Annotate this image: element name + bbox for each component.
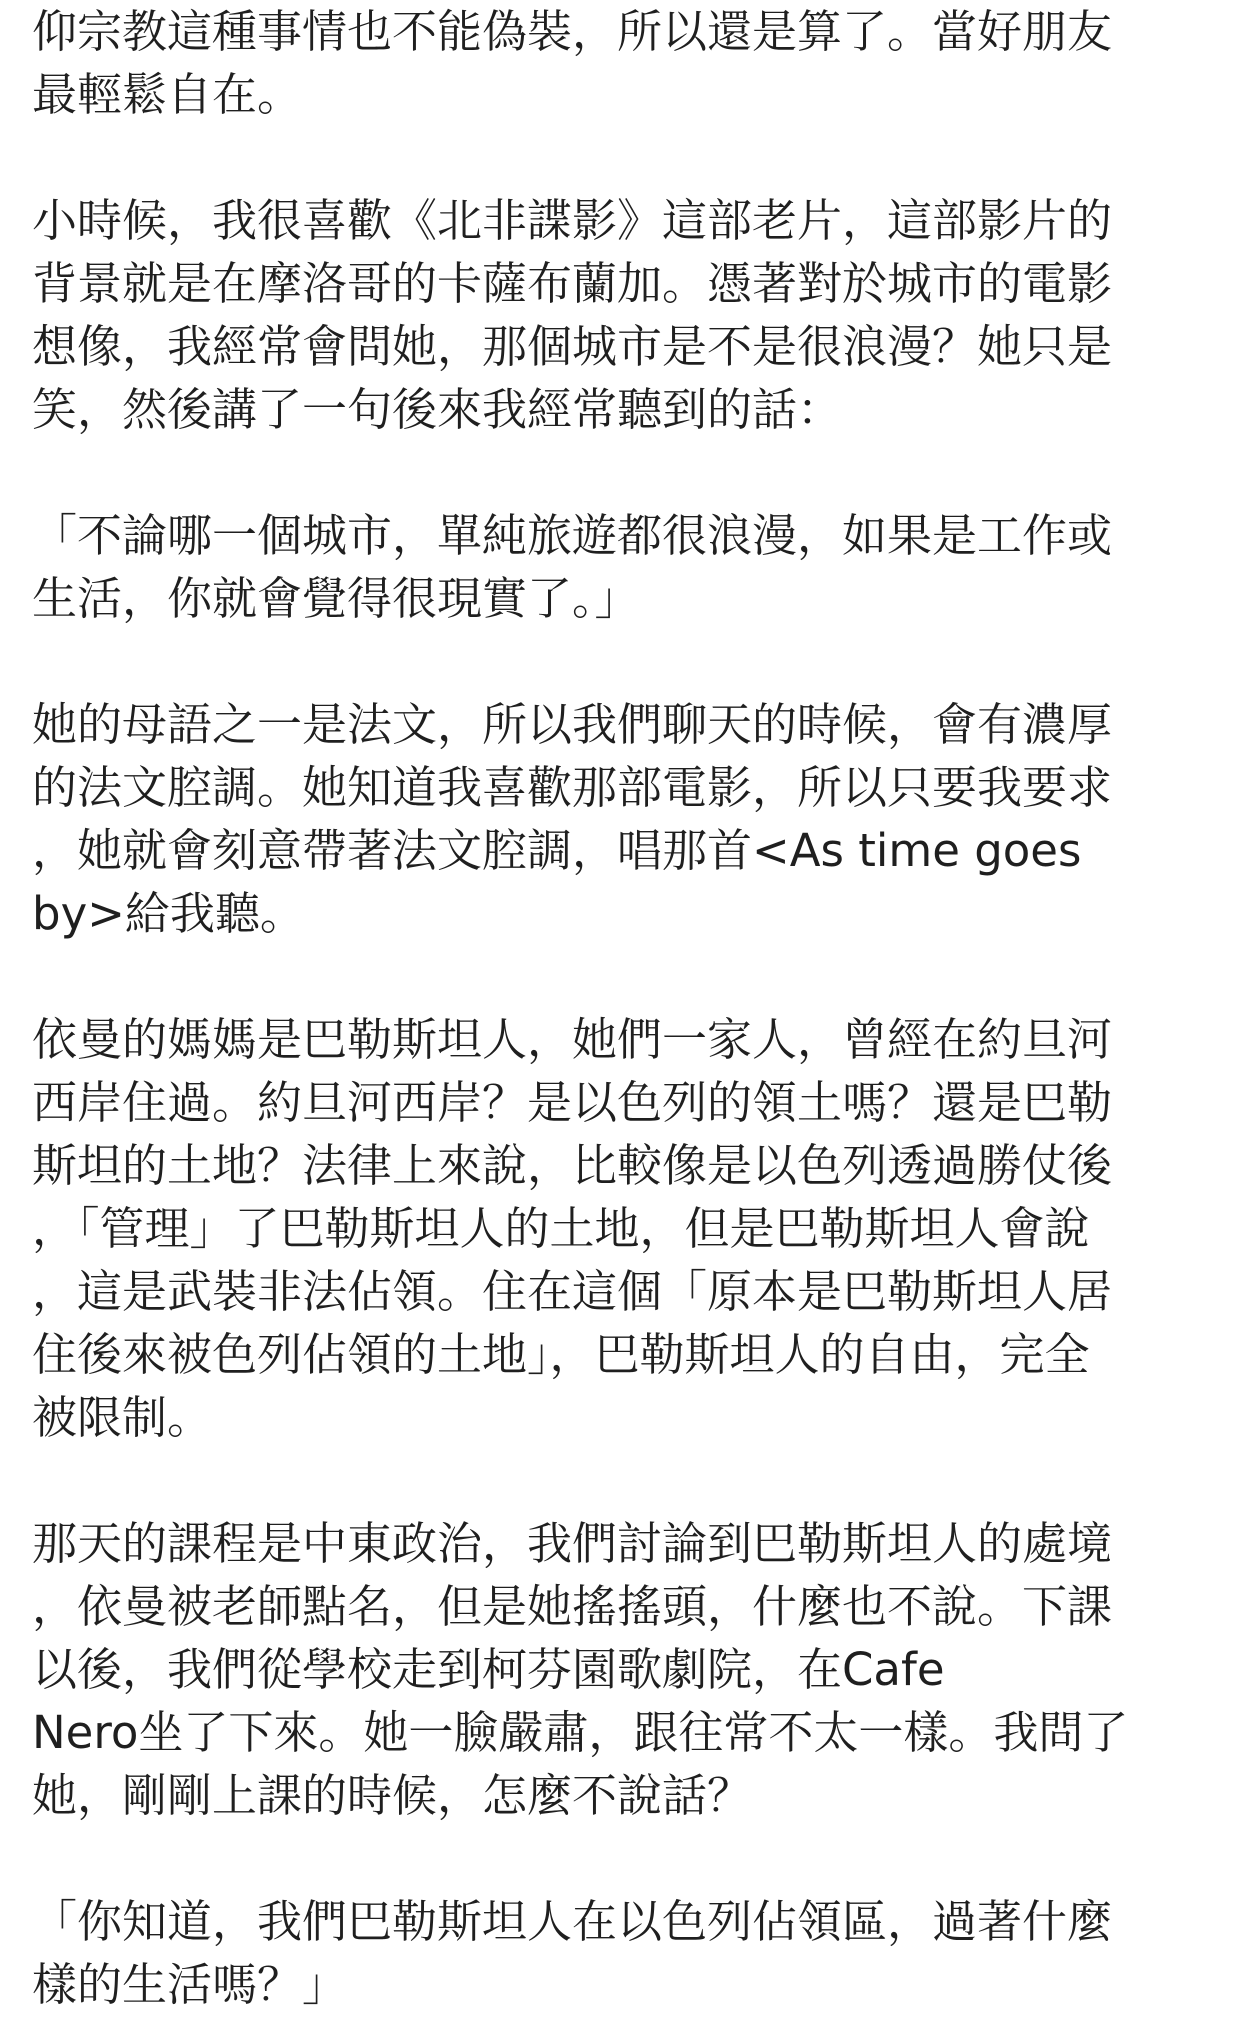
article-body	[32, 0, 1212, 2016]
paragraph-gap	[32, 441, 1212, 504]
text-line: ，「管理」了巴勒斯坦人的土地，但是巴勒斯坦人會說	[32, 1202, 1090, 1255]
paragraph-gap	[32, 630, 1212, 693]
paragraph	[32, 504, 1212, 630]
text-line: 的法文腔調。她知道我喜歡那部電影，所以只要我要求	[32, 761, 1113, 814]
text-line: 住後來被色列佔領的土地」，巴勒斯坦人的自由，完全	[32, 1328, 1090, 1381]
paragraph	[32, 0, 1212, 126]
text-line: 那天的課程是中東政治，我們討論到巴勒斯坦人的處境	[32, 1517, 1113, 1570]
text-line: 最輕鬆自在。	[32, 68, 303, 121]
text-line: 「你知道，我們巴勒斯坦人在以色列佔領區，過著什麼	[32, 1895, 1113, 1948]
text-line: 生活，你就會覺得很現實了。」	[32, 572, 640, 625]
text-line: 笑，然後講了一句後來我經常聽到的話：	[32, 383, 843, 436]
paragraph-gap	[32, 945, 1212, 1008]
paragraph-gap	[32, 1449, 1212, 1512]
text-line: by>給我聽。	[32, 887, 305, 940]
text-line: ，她就會刻意帶著法文腔調，唱那首<As time goes	[32, 824, 1082, 877]
paragraph-gap	[32, 1827, 1212, 1890]
text-line: 她，剛剛上課的時候，怎麼不說話？	[32, 1769, 753, 1822]
text-line: Nero坐了下來。她一臉嚴肅，跟往常不太一樣。我問了	[32, 1706, 1129, 1759]
text-line: 想像，我經常會問她，那個城市是不是很浪漫？她只是	[32, 320, 1113, 373]
text-line: 她的母語之一是法文，所以我們聊天的時候，會有濃厚	[32, 698, 1113, 751]
paragraph	[32, 189, 1212, 441]
paragraph-gap	[32, 126, 1212, 189]
paragraph	[32, 693, 1212, 945]
text-line: 仰宗教這種事情也不能偽裝，所以還是算了。當好朋友	[32, 5, 1113, 58]
paragraph	[32, 1512, 1212, 1827]
paragraph	[32, 1008, 1212, 1449]
paragraph	[32, 1890, 1212, 2016]
text-line: 斯坦的土地？法律上來說，比較像是以色列透過勝仗後	[32, 1139, 1113, 1192]
text-line: 以後，我們從學校走到柯芬園歌劇院，在Cafe	[32, 1643, 945, 1696]
text-line: 背景就是在摩洛哥的卡薩布蘭加。憑著對於城市的電影	[32, 257, 1113, 310]
text-line: ，依曼被老師點名，但是她搖搖頭，什麼也不說。下課	[32, 1580, 1113, 1633]
text-line: 西岸住過。約旦河西岸？是以色列的領土嗎？還是巴勒	[32, 1076, 1113, 1129]
text-line: 被限制。	[32, 1391, 213, 1444]
text-line: 小時候，我很喜歡《北非諜影》這部老片，這部影片的	[32, 194, 1113, 247]
text-line: ，這是武裝非法佔領。住在這個「原本是巴勒斯坦人居	[32, 1265, 1113, 1318]
text-line: 依曼的媽媽是巴勒斯坦人，她們一家人，曾經在約旦河	[32, 1013, 1113, 1066]
text-line: 「不論哪一個城市，單純旅遊都很浪漫，如果是工作或	[32, 509, 1113, 562]
text-line: 樣的生活嗎？」	[32, 1958, 348, 2011]
